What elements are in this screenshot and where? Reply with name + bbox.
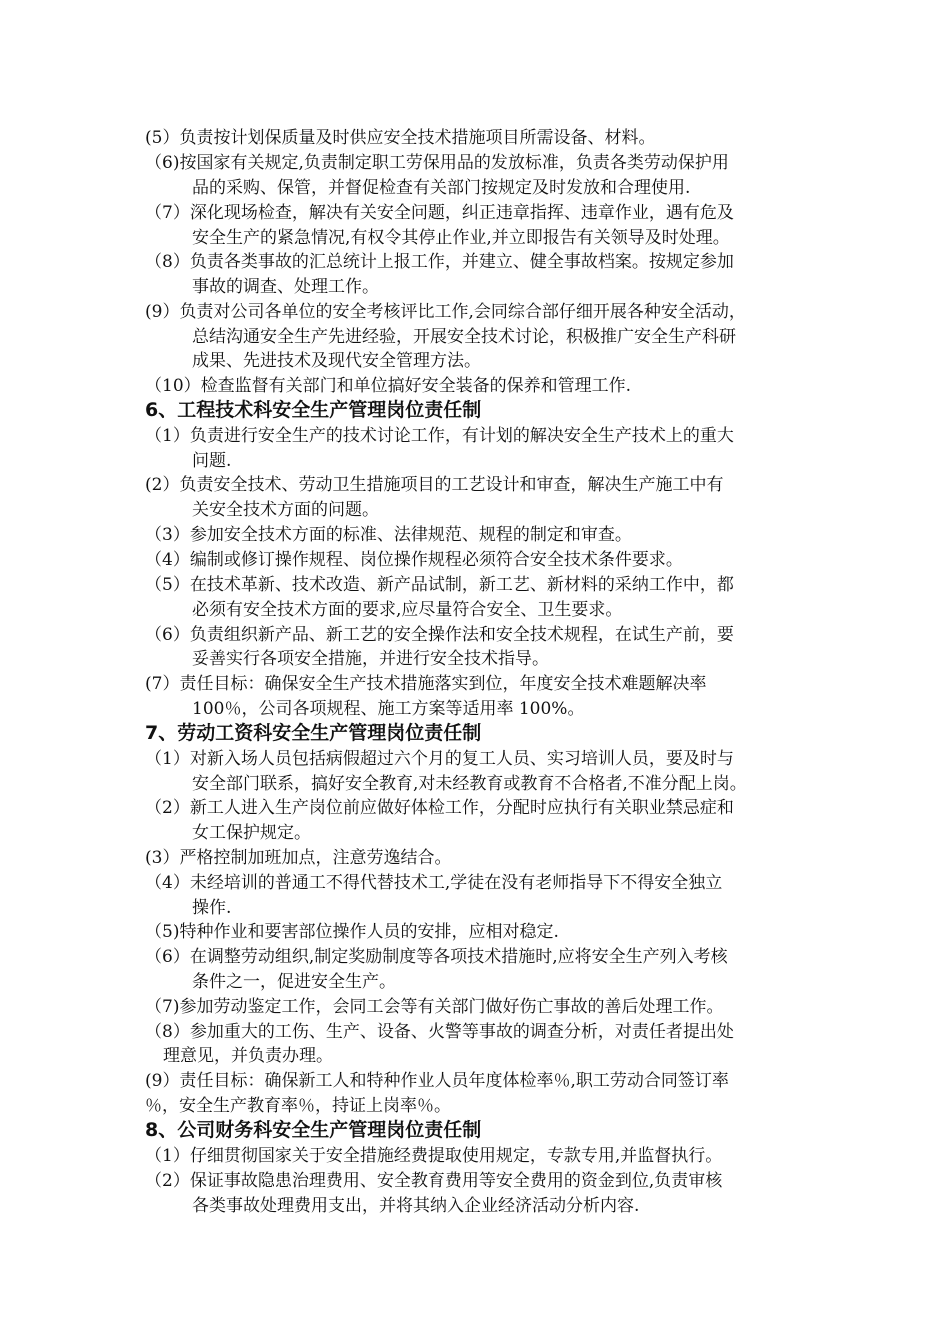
text-line: （1）负责进行安全生产的技术讨论工作，有计划的解决安全生产技术上的重大 <box>145 426 734 446</box>
text-line: （10）检查监督有关部门和单位搞好安全装备的保养和管理工作. <box>145 376 632 396</box>
text-line: （4）未经培训的普通工不得代替技术工,学徒在没有老师指导下不得安全独立 <box>145 873 723 893</box>
text-line: 妥善实行各项安全措施，并进行安全技术指导。 <box>192 649 549 669</box>
text-line: （5）在技术革新、技术改造、新产品试制，新工艺、新材料的采纳工作中，都 <box>145 575 734 595</box>
text-line: (5）负责按计划保质量及时供应安全技术措施项目所需设备、材料。 <box>145 128 656 148</box>
text-line: (2）负责安全技术、劳动卫生措施项目的工艺设计和审查，解决生产施工中有 <box>145 475 724 495</box>
text-line: 各类事故处理费用支出，并将其纳入企业经济活动分析内容. <box>192 1196 640 1216</box>
text-line: （6)按国家有关规定,负责制定职工劳保用品的发放标准，负责各类劳动保护用 <box>145 153 729 173</box>
text-line: （4）编制或修订操作规程、岗位操作规程必须符合安全技术条件要求。 <box>145 550 683 570</box>
text-line: 事故的调查、处理工作。 <box>192 277 379 297</box>
text-line: （1）仔细贯彻国家关于安全措施经费提取使用规定，专款专用,并监督执行。 <box>145 1146 723 1166</box>
text-line: （2）新工人进入生产岗位前应做好体检工作，分配时应执行有关职业禁忌症和 <box>145 798 734 818</box>
text-line: 100％，公司各项规程、施工方案等适用率 100%。 <box>192 699 585 719</box>
text-line: 操作. <box>192 898 232 918</box>
text-line: （5)特种作业和要害部位操作人员的安排，应相对稳定. <box>145 922 559 942</box>
text-line: 关安全技术方面的问题。 <box>192 500 379 520</box>
text-line: ％，安全生产教育率％，持证上岗率％。 <box>145 1096 451 1116</box>
text-line: (9）责任目标：确保新工人和特种作业人员年度体检率％,职工劳动合同签订率 <box>145 1071 729 1091</box>
text-line: （3）参加安全技术方面的标准、法律规范、规程的制定和审查。 <box>145 525 632 545</box>
section-heading: 7、劳动工资科安全生产管理岗位责任制 <box>145 722 482 744</box>
text-line: （6）负责组织新产品、新工艺的安全操作法和安全技术规程，在试生产前，要 <box>145 625 734 645</box>
text-line: （6）在调整劳动组织,制定奖励制度等各项技术措施时,应将安全生产列入考核 <box>145 947 728 967</box>
text-line: （1）对新入场人员包括病假超过六个月的复工人员、实习培训人员，要及时与 <box>145 749 734 769</box>
text-line: 必须有安全技术方面的要求,应尽量符合安全、卫生要求。 <box>192 600 623 620</box>
text-line: （8）参加重大的工伤、生产、设备、火警等事故的调查分析，对责任者提出处 <box>145 1022 734 1042</box>
text-line: 成果、先进技术及现代安全管理方法。 <box>192 351 481 371</box>
text-line: 问题. <box>192 451 232 471</box>
section-heading: 6、工程技术科安全生产管理岗位责任制 <box>145 399 482 421</box>
text-line: (9）负责对公司各单位的安全考核评比工作,会同综合部仔细开展各种安全活动， <box>145 302 746 322</box>
text-line: 总结沟通安全生产先进经验，开展安全技术讨论，积极推广安全生产科研 <box>192 327 736 347</box>
section-heading: 8、公司财务科安全生产管理岗位责任制 <box>145 1119 482 1141</box>
text-line: 安全生产的紧急情况,有权令其停止作业,并立即报告有关领导及时处理。 <box>192 228 730 248</box>
text-line: （7)参加劳动鉴定工作，会同工会等有关部门做好伤亡事故的善后处理工作。 <box>145 997 724 1017</box>
text-line: （7）深化现场检查，解决有关安全问题，纠正违章指挥、违章作业，遇有危及 <box>145 203 734 223</box>
text-line: (7）责任目标：确保安全生产技术措施落实到位，年度安全技术难题解决率 <box>145 674 707 694</box>
text-line: 女工保护规定。 <box>192 823 311 843</box>
text-line: 安全部门联系，搞好安全教育,对未经教育或教育不合格者,不准分配上岗。 <box>192 774 747 794</box>
text-line: 条件之一，促进安全生产。 <box>192 972 396 992</box>
text-line: 品的采购、保管，并督促检查有关部门按规定及时发放和合理使用. <box>192 178 691 198</box>
text-line: （2）保证事故隐患治理费用、安全教育费用等安全费用的资金到位,负责审核 <box>145 1171 723 1191</box>
text-line: (3）严格控制加班加点，注意劳逸结合。 <box>145 848 452 868</box>
text-line: 理意见，并负责办理。 <box>163 1046 333 1066</box>
text-line: （8）负责各类事故的汇总统计上报工作，并建立、健全事故档案。按规定参加 <box>145 252 734 272</box>
